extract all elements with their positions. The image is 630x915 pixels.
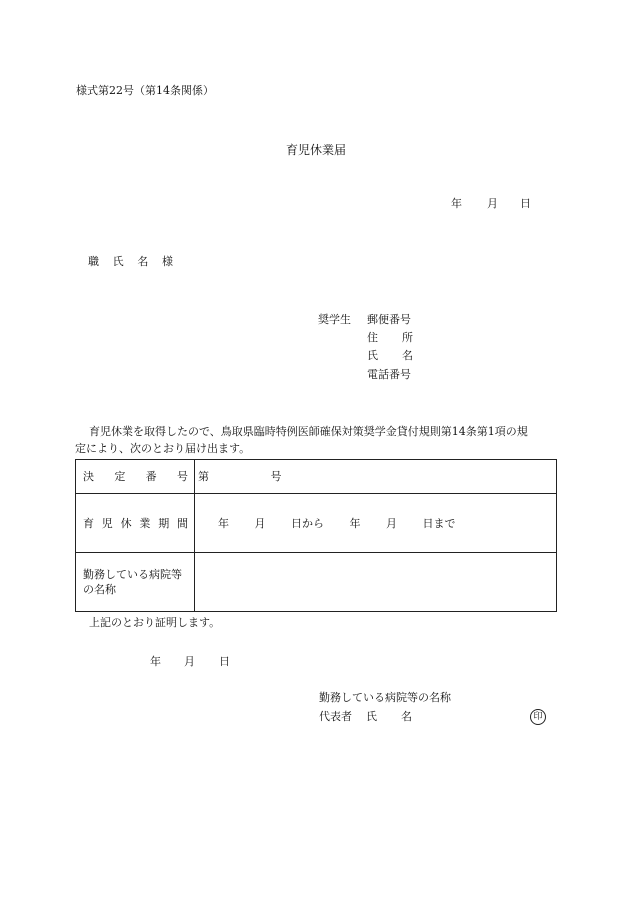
- addressee-char: 氏: [112, 255, 124, 268]
- label-char: 名: [402, 349, 413, 362]
- period-from-month: 月: [254, 516, 266, 530]
- body-line-1: 育児休業を取得したので、鳥取県臨時特例医師確保対策奨学金貸付規則第14条第1項の規: [89, 425, 528, 438]
- label-char: 番: [145, 470, 157, 483]
- leave-period-value[interactable]: [195, 494, 557, 553]
- bottom-date-year: 年: [150, 655, 161, 668]
- period-to-day: 日まで: [422, 516, 456, 530]
- table-row: [76, 553, 557, 612]
- bottom-date-day: 日: [219, 655, 230, 668]
- label-char: 休: [120, 516, 132, 530]
- applicant-postal-code-label: 郵便番号: [367, 313, 411, 326]
- label-char: 住: [367, 331, 378, 344]
- top-date-day: 日: [520, 197, 531, 210]
- hospital-name-label: [76, 553, 195, 612]
- body-line-2: 定により、次のとおり届け出ます。: [75, 442, 251, 455]
- label-char: 氏: [367, 349, 378, 362]
- addressee: [88, 255, 173, 269]
- label-char: 期: [158, 516, 170, 530]
- label-char: 児: [101, 516, 113, 530]
- applicant-address-label: [367, 331, 413, 345]
- applicant-role: 奨学生: [318, 313, 351, 326]
- hospital-name-value[interactable]: [195, 553, 557, 612]
- page-title: 育児休業届: [286, 143, 347, 157]
- top-date-month: 月: [487, 197, 498, 210]
- period-to-month: 月: [386, 516, 397, 530]
- label-char: 所: [402, 331, 413, 344]
- period-from-day: 日から: [291, 516, 324, 530]
- decision-number-label: [76, 460, 195, 494]
- table-row: [76, 460, 557, 494]
- table-row: [76, 494, 557, 553]
- applicant-name-label: [367, 349, 413, 363]
- period-from-year: 年: [218, 516, 229, 530]
- addressee-char: 様: [161, 255, 173, 268]
- decision-number-prefix: 第: [198, 470, 209, 483]
- label-char: 名: [401, 710, 412, 723]
- hospital-name-label-text: 勤務している病院等の名称: [83, 568, 182, 596]
- form-number: 様式第22号（第14条関係）: [76, 84, 214, 97]
- label-char: 業: [139, 516, 151, 530]
- leave-period-label: [76, 494, 195, 553]
- certify-text: 上記のとおり証明します。: [89, 616, 221, 629]
- certifier-name-label: [366, 710, 412, 724]
- label-char: 号: [176, 470, 188, 483]
- top-date-year: 年: [451, 197, 462, 210]
- label-char: 氏: [366, 710, 377, 723]
- addressee-char: 名: [137, 255, 149, 268]
- addressee-char: 職: [88, 255, 99, 268]
- bottom-date-month: 月: [184, 655, 195, 668]
- label-char: 決: [83, 470, 94, 483]
- label-char: 定: [114, 470, 126, 483]
- label-char: 間: [176, 516, 188, 530]
- details-table: [75, 459, 557, 612]
- period-to-year: 年: [349, 516, 361, 530]
- applicant-phone-label: 電話番号: [367, 368, 411, 381]
- decision-number-value[interactable]: [195, 460, 557, 494]
- label-char: 育: [83, 516, 94, 530]
- certifier-rep-label: 代表者: [319, 710, 352, 723]
- decision-number-suffix: 号: [270, 470, 282, 483]
- certifier-hospital-label: 勤務している病院等の名称: [319, 691, 451, 704]
- seal-mark: 印: [530, 709, 546, 725]
